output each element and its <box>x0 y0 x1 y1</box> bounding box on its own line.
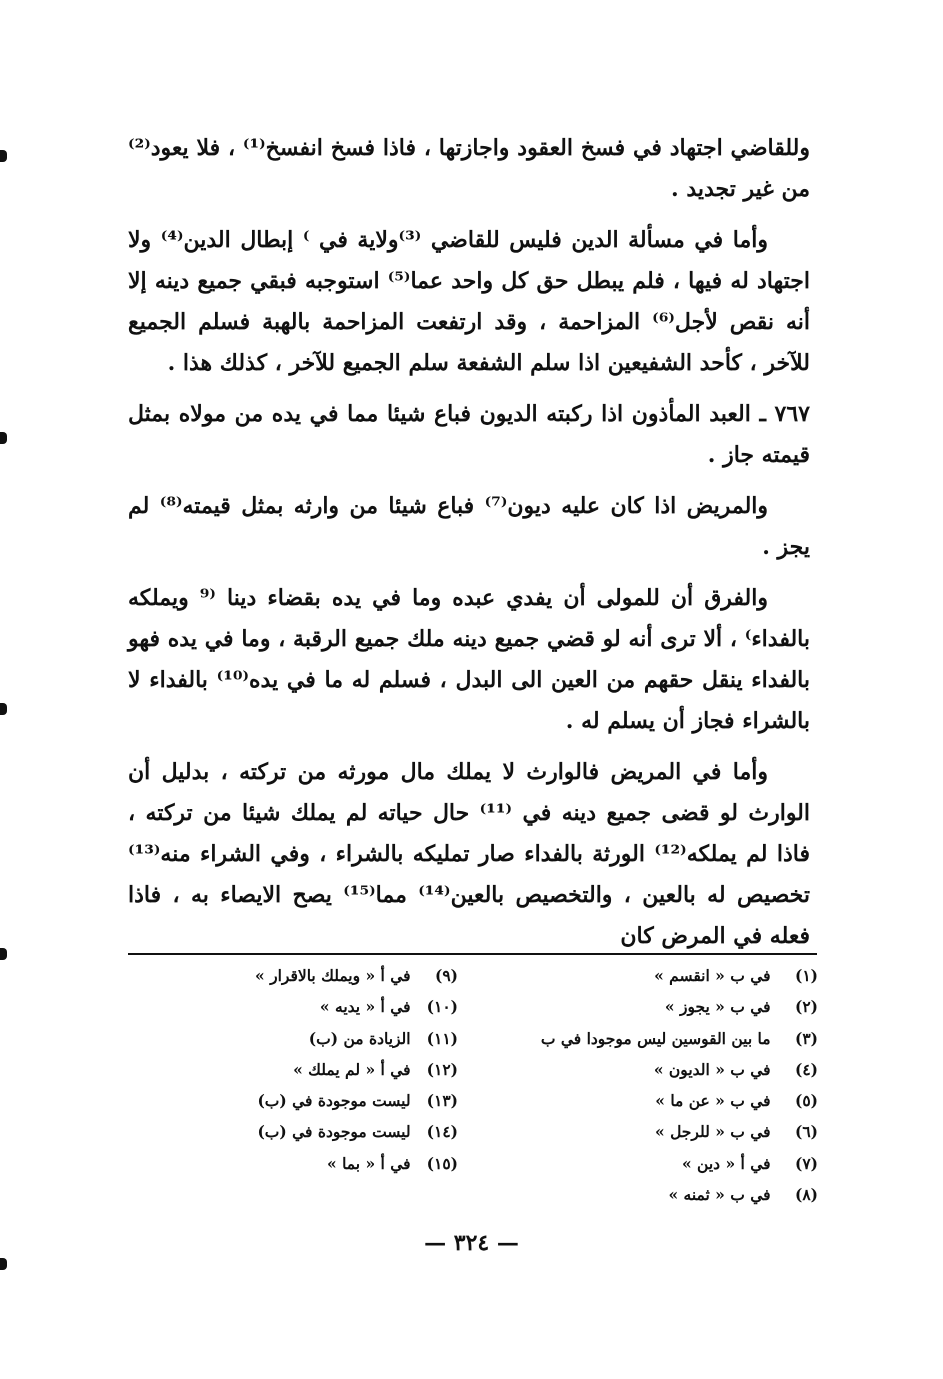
footnote <box>128 1148 458 1179</box>
footnote-number: (١٢) <box>426 1059 458 1079</box>
margin-mark <box>0 948 7 960</box>
margin-mark <box>0 703 7 715</box>
footnote-text: في أ « لم يملك » <box>293 1059 411 1079</box>
footnote-text: في أ « ويملك بالاقرار » <box>255 966 411 985</box>
footnote-number: (٩) <box>434 966 458 985</box>
footnote-number: (٦) <box>794 1122 818 1142</box>
footnote-text: في ب « يجوز » <box>664 997 771 1017</box>
main-text <box>128 128 810 957</box>
footnote <box>498 991 818 1022</box>
footnote-text: في ب « ثمنه » <box>668 1185 771 1205</box>
footnote <box>498 1085 818 1116</box>
footnotes <box>128 960 818 1210</box>
footnote-text: في ب « الديون » <box>653 1059 771 1079</box>
paragraph: وأما في المريض فالوارث لا يملك مال مورثه من تركته ، بدليل أن الوارث لو قضى جميع دينه في ⁽¹¹⁾ حال حياته لم يملك شيئا من تركته ، فاذا لم يملكه⁽¹²⁾ الورثة بالفداء صار تمليكه بالشراء ، وفي الشراء منه⁽¹³⁾ تخصيص له بالعين ، والتخصيص بالعين⁽¹⁴⁾ مما⁽¹⁵⁾ يصح الايصاء به ، فاذا فعله في المرض كان <box>128 759 810 949</box>
margin-mark <box>0 1258 7 1270</box>
footnote-text: الزيادة من (ب) <box>308 1028 411 1048</box>
footnote-text: ما بين القوسين ليس موجودا في ب <box>540 1028 771 1048</box>
footnote <box>498 1054 818 1085</box>
footnote-divider <box>128 953 817 955</box>
footnote-number: (١١) <box>426 1028 458 1048</box>
footnote <box>498 960 818 991</box>
footnotes-column-left <box>128 960 458 1210</box>
footnote-text: في ب « للرجل » <box>654 1122 771 1142</box>
footnote-text: في أ « بما » <box>327 1153 411 1173</box>
footnote-text: في أ « دين » <box>681 1153 771 1173</box>
footnote <box>498 1116 818 1147</box>
paragraph: والمريض اذا كان عليه ديون⁽⁷⁾ فباع شيئا من وارثه بمثل قيمته⁽⁸⁾ لم يجز . <box>128 493 810 560</box>
footnote-number: (٧) <box>794 1153 818 1173</box>
footnote-number: (٣) <box>794 1028 818 1048</box>
page-number: — ٣٢٤ — <box>424 1230 519 1256</box>
footnote-text: في أ « يديه » <box>319 997 411 1017</box>
footnote-number: (١٤) <box>426 1122 458 1142</box>
paragraph: والفرق أن للمولى أن يفدي عبده وما في يده بقضاء دينا ⁽⁹ ويملكه بالفداء⁾ ، ألا ترى أنه لو قضي جميع دينه ملك جميع الرقبة ، وما في يده فهو بالفداء ينقل حقهم من العين الى البدل ، فسلم له ما في يده⁽¹⁰⁾ بالفداء لا بالشراء فجاز أن يسلم له . <box>128 585 810 734</box>
footnote-number: (٨) <box>794 1185 818 1205</box>
footnote-number: (٥) <box>794 1091 818 1111</box>
margin-mark <box>0 150 7 162</box>
footnote <box>498 1023 818 1054</box>
footnote-text: في ب « عن ما » <box>655 1091 771 1111</box>
footnote <box>128 1116 458 1147</box>
footnote <box>498 1179 818 1210</box>
footnotes-column-right <box>498 960 818 1210</box>
paragraph: ٧٦٧ ـ العبد المأذون اذا ركبته الديون فباع شيئا مما في يده من مولاه بمثل قيمته جاز . <box>128 401 810 468</box>
paragraph: وللقاضي اجتهاد في فسخ العقود واجازتها ، فاذا فسخ انفسخ⁽¹⁾ ، فلا يعود⁽²⁾ من غير تجديد . <box>128 135 811 202</box>
footnote-number: (١٠) <box>426 997 458 1017</box>
footnote-number: (٤) <box>794 1059 818 1079</box>
footnote <box>128 1054 458 1085</box>
footnote <box>128 960 458 991</box>
footnote-text: في ب « انقسم » <box>654 966 771 985</box>
paragraph: وأما في مسألة الدين فليس للقاضي ⁽³⁾ولاية في ⁾ إبطال الدين⁽⁴⁾ ولا اجتهاد له فيها ، فلم يبطل حق كل واحد عما⁽⁵⁾ استوجبه فبقي جميع دينه إلا أنه نقص لأجل⁽⁶⁾ المزاحمة ، وقد ارتفعت المزاحمة بالهبة فسلم الجميع للآخر ، كأحد الشفيعين اذا سلم الشفعة سلم الجميع للآخر ، كذلك هذا . <box>128 227 811 376</box>
footnote-number: (١٥) <box>426 1153 458 1173</box>
footnote-text: ليست موجودة في (ب) <box>257 1122 411 1142</box>
footnote-number: (٢) <box>794 997 818 1017</box>
footnote-text: ليست موجودة في (ب) <box>257 1091 411 1111</box>
footnote <box>128 1023 458 1054</box>
footnote <box>128 1085 458 1116</box>
margin-mark <box>0 432 7 444</box>
footnote-number: (١٣) <box>426 1091 458 1111</box>
footnote <box>498 1148 818 1179</box>
footnote-number: (١) <box>794 966 818 985</box>
footnote <box>128 991 458 1022</box>
